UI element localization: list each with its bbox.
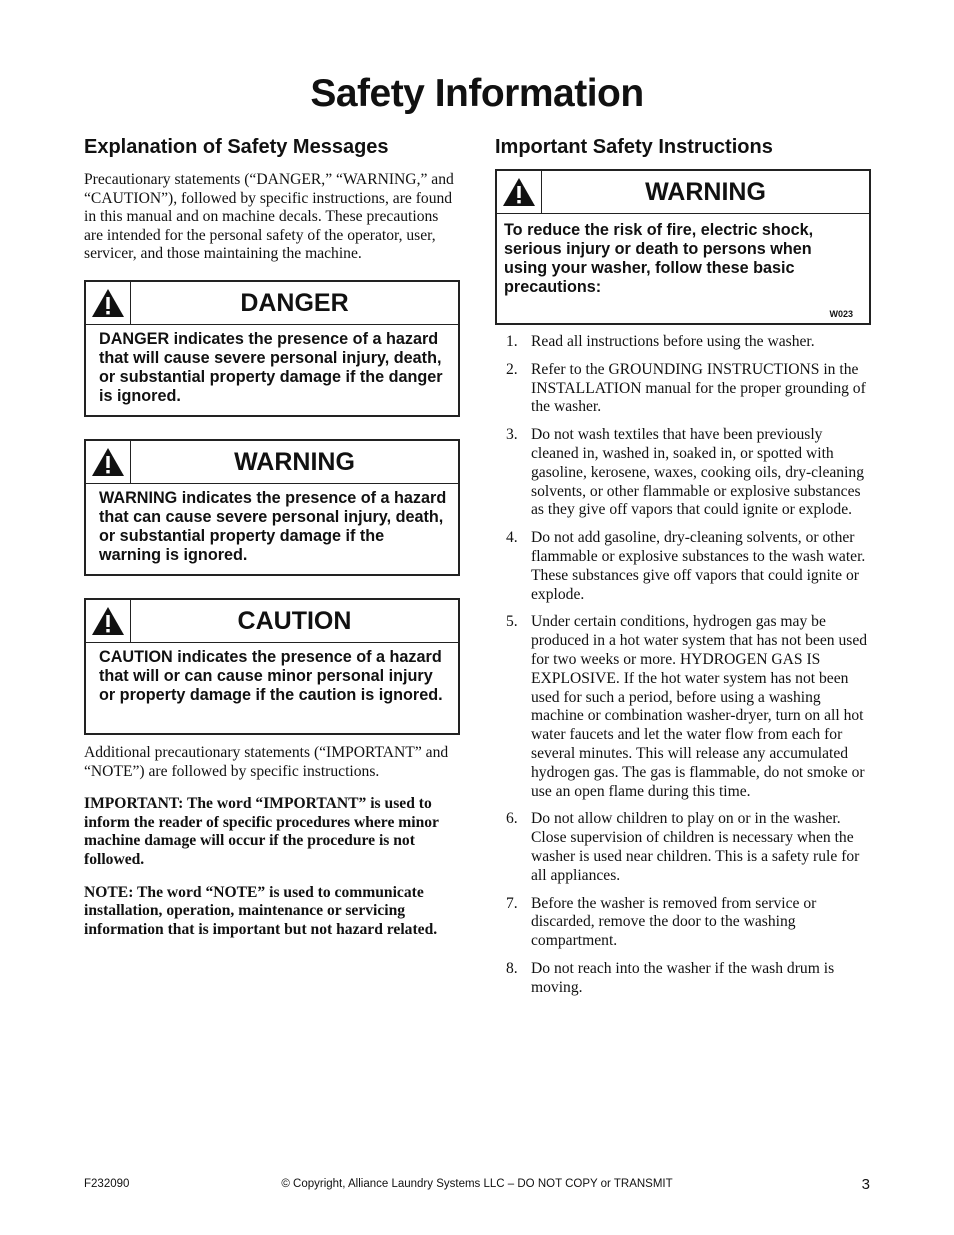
instructions-heading: Important Safety Instructions	[495, 136, 773, 158]
warning-triangle-icon	[497, 171, 542, 213]
danger-title: DANGER	[240, 288, 349, 317]
warning-text: WARNING indicates the presence of a hazard that can cause severe personal injury, death, or substantial property damage if the warning is ignored.	[99, 488, 447, 564]
warning-triangle-icon	[86, 282, 131, 324]
list-item	[495, 613, 871, 801]
item-text: Do not add gasoline, dry-cleaning solvents, or other flammable or explosive substances to the wash water. These substances give off vapors that could ignite or explode.	[531, 529, 866, 603]
safety-warning-text: To reduce the risk of fire, electric shock, serious injury or death to persons when using your washer, follow these basic precautions:	[504, 221, 814, 296]
item-number: 2.	[506, 360, 518, 378]
item-number: 5.	[506, 613, 518, 631]
additional-paragraph: Additional precautionary statements (“IMPORTANT” and “NOTE”) are followed by specific instructions.	[84, 743, 449, 780]
instruction-list	[495, 333, 871, 998]
list-item	[495, 810, 871, 885]
page-title: Safety Information	[310, 72, 644, 115]
warning-title: WARNING	[234, 447, 355, 476]
list-item	[495, 960, 871, 998]
item-number: 7.	[506, 894, 518, 912]
caution-title: CAUTION	[237, 606, 352, 635]
footer-copyright: © Copyright, Alliance Laundry Systems LLC – DO NOT COPY or TRANSMIT	[281, 1178, 673, 1190]
danger-box	[84, 280, 460, 417]
safety-warning-box	[495, 169, 871, 325]
item-text: Do not allow children to play on or in the washer. Close supervision of children is necessary when the washer is used near children. This is a safety rule for all appliances.	[531, 810, 860, 884]
safety-warning-title: WARNING	[645, 178, 766, 206]
list-item	[495, 529, 871, 604]
warning-code: W023	[829, 309, 853, 319]
list-item	[495, 895, 871, 951]
left-column	[84, 133, 460, 939]
list-item	[495, 333, 871, 352]
item-number: 3.	[506, 426, 518, 444]
item-number: 1.	[506, 333, 518, 350]
note-paragraph: NOTE: The word “NOTE” is used to communicate installation, operation, maintenance or servicing information that is important but not hazard related.	[84, 883, 438, 938]
right-column	[495, 133, 871, 1007]
important-paragraph: IMPORTANT: The word “IMPORTANT” is used to inform the reader of specific procedures where minor machine damage will occur if the procedure is not followed.	[84, 795, 439, 868]
item-text: Read all instructions before using the washer.	[531, 333, 815, 350]
caution-box	[84, 598, 460, 735]
item-number: 4.	[506, 529, 518, 547]
explanation-heading: Explanation of Safety Messages	[84, 136, 389, 158]
item-text: Before the washer is removed from service or discarded, remove the door to the washing compartment.	[531, 894, 817, 950]
item-number: 6.	[506, 810, 518, 828]
item-text: Refer to the GROUNDING INSTRUCTIONS in the INSTALLATION manual for the proper grounding of the washer.	[531, 360, 866, 416]
item-number: 8.	[506, 959, 518, 977]
warning-box	[84, 439, 460, 576]
item-text: Do not wash textiles that have been previously cleaned in, washed in, soaked in, or spotted with gasoline, kerosene, waxes, cooking oils, dry-cleaning solvents, or other flammable or explosive substances as they give off vapors that could ignite or explode.	[531, 426, 865, 519]
caution-text: CAUTION indicates the presence of a hazard that will or can cause minor personal injury or property damage if the caution is ignored.	[99, 647, 443, 704]
warning-triangle-icon	[86, 441, 131, 483]
item-text: Do not reach into the washer if the wash drum is moving.	[531, 959, 835, 996]
warning-triangle-icon	[86, 600, 131, 642]
list-item	[495, 361, 871, 417]
footer-code: F232090	[84, 1178, 130, 1190]
danger-text: DANGER indicates the presence of a hazard that will cause severe personal injury, death, or substantial property damage if the danger is ignored.	[99, 329, 443, 405]
intro-paragraph: Precautionary statements (“DANGER,” “WARNING,” and “CAUTION”), followed by specific instructions, are found in this manual and on machine decals. These precautions are intended for the personal safety of the operator, user, servicer, and those maintaining the machine.	[84, 171, 454, 263]
page-number: 3	[861, 1176, 870, 1193]
list-item	[495, 426, 871, 520]
item-text: Under certain conditions, hydrogen gas may be produced in a hot water system that has not been used for two weeks or more. HYDROGEN GAS IS EXPLOSIVE. If the hot water system has not been used for such a period, before using a washing machine or combination washer-dryer, turn on all hot water faucets and let the water flow from each for several minutes. This will release any accumulated hydrogen gas. The gas is flammable, do not smoke or use an open flame during this time.	[531, 613, 868, 800]
